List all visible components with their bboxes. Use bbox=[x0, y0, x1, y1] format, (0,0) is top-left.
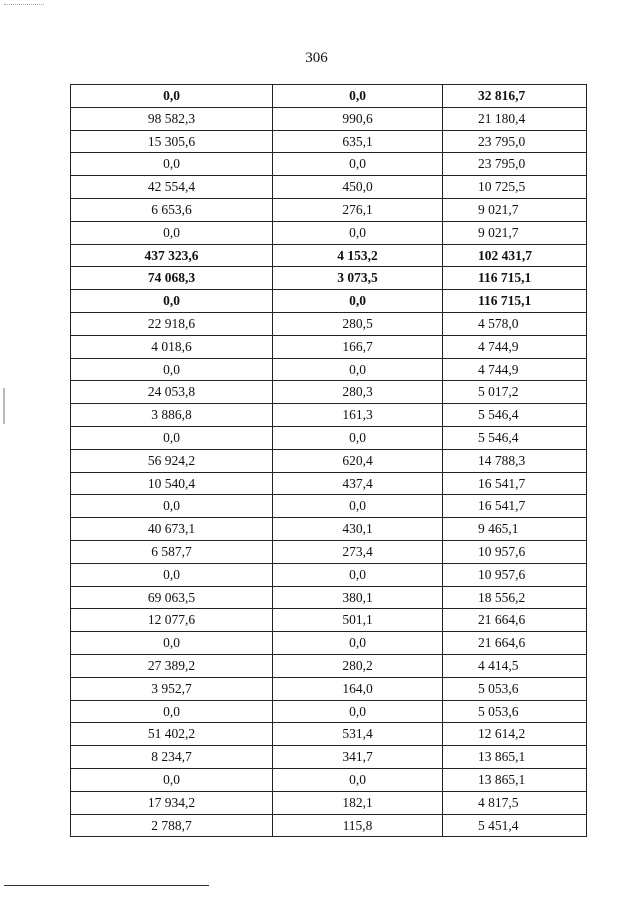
table-cell-col3: 23 795,0 bbox=[443, 153, 587, 176]
table-cell-col1: 6 653,6 bbox=[71, 198, 273, 221]
footnote-rule bbox=[4, 885, 209, 886]
table-row bbox=[71, 85, 587, 108]
table-cell-col3: 4 744,9 bbox=[443, 335, 587, 358]
table-cell-col2: 437,4 bbox=[273, 472, 443, 495]
table-cell-col2: 280,2 bbox=[273, 654, 443, 677]
table-cell-col1: 4 018,6 bbox=[71, 335, 273, 358]
table-cell-col1: 69 063,5 bbox=[71, 586, 273, 609]
table-cell-col3: 5 451,4 bbox=[443, 814, 587, 837]
table-row bbox=[71, 654, 587, 677]
table-cell-col3: 16 541,7 bbox=[443, 472, 587, 495]
table-cell-col1: 0,0 bbox=[71, 495, 273, 518]
table-cell-col3: 12 614,2 bbox=[443, 723, 587, 746]
table-cell-col1: 51 402,2 bbox=[71, 723, 273, 746]
table-cell-col3: 4 817,5 bbox=[443, 791, 587, 814]
table-cell-col2: 280,3 bbox=[273, 381, 443, 404]
table-cell-col2: 4 153,2 bbox=[273, 244, 443, 267]
table-row bbox=[71, 472, 587, 495]
table-cell-col1: 98 582,3 bbox=[71, 107, 273, 130]
table-cell-col2: 450,0 bbox=[273, 176, 443, 199]
table-cell-col1: 8 234,7 bbox=[71, 746, 273, 769]
table-cell-col3: 5 546,4 bbox=[443, 404, 587, 427]
table-row bbox=[71, 153, 587, 176]
table-cell-col1: 437 323,6 bbox=[71, 244, 273, 267]
table-cell-col3: 4 744,9 bbox=[443, 358, 587, 381]
table-cell-col2: 0,0 bbox=[273, 632, 443, 655]
table-row bbox=[71, 746, 587, 769]
table-cell-col2: 164,0 bbox=[273, 677, 443, 700]
table-row bbox=[71, 677, 587, 700]
table-cell-col1: 0,0 bbox=[71, 221, 273, 244]
table-cell-col1: 0,0 bbox=[71, 768, 273, 791]
table-cell-col3: 116 715,1 bbox=[443, 290, 587, 313]
table-cell-col3: 13 865,1 bbox=[443, 768, 587, 791]
table-cell-col2: 0,0 bbox=[273, 358, 443, 381]
table-row bbox=[71, 176, 587, 199]
table-cell-col2: 276,1 bbox=[273, 198, 443, 221]
table-row bbox=[71, 609, 587, 632]
table-row bbox=[71, 540, 587, 563]
table-cell-col2: 182,1 bbox=[273, 791, 443, 814]
table-cell-col2: 0,0 bbox=[273, 426, 443, 449]
table-cell-col2: 0,0 bbox=[273, 221, 443, 244]
table-cell-col2: 430,1 bbox=[273, 518, 443, 541]
table-row bbox=[71, 130, 587, 153]
table-cell-col3: 23 795,0 bbox=[443, 130, 587, 153]
page-number: 306 bbox=[305, 50, 328, 66]
table-cell-col1: 40 673,1 bbox=[71, 518, 273, 541]
table-row bbox=[71, 381, 587, 404]
table-cell-col3: 21 664,6 bbox=[443, 632, 587, 655]
table-cell-col1: 0,0 bbox=[71, 563, 273, 586]
table-cell-col3: 5 053,6 bbox=[443, 677, 587, 700]
table-row bbox=[71, 404, 587, 427]
table-cell-col2: 166,7 bbox=[273, 335, 443, 358]
table-cell-col3: 13 865,1 bbox=[443, 746, 587, 769]
table-cell-col1: 56 924,2 bbox=[71, 449, 273, 472]
table-cell-col1: 0,0 bbox=[71, 426, 273, 449]
table-cell-col3: 102 431,7 bbox=[443, 244, 587, 267]
table-cell-col1: 17 934,2 bbox=[71, 791, 273, 814]
table-row bbox=[71, 198, 587, 221]
table-cell-col3: 5 053,6 bbox=[443, 700, 587, 723]
table-cell-col2: 280,5 bbox=[273, 312, 443, 335]
table-cell-col3: 9 021,7 bbox=[443, 198, 587, 221]
table-row bbox=[71, 312, 587, 335]
table-cell-col2: 635,1 bbox=[273, 130, 443, 153]
table-cell-col1: 0,0 bbox=[71, 700, 273, 723]
table-row bbox=[71, 495, 587, 518]
table-cell-col2: 273,4 bbox=[273, 540, 443, 563]
table-cell-col2: 3 073,5 bbox=[273, 267, 443, 290]
table-cell-col1: 10 540,4 bbox=[71, 472, 273, 495]
table-cell-col1: 0,0 bbox=[71, 358, 273, 381]
table-cell-col3: 10 957,6 bbox=[443, 540, 587, 563]
scan-artifact-mark bbox=[4, 4, 44, 5]
table-cell-col1: 42 554,4 bbox=[71, 176, 273, 199]
table-row bbox=[71, 586, 587, 609]
table-cell-col1: 15 305,6 bbox=[71, 130, 273, 153]
table-row bbox=[71, 632, 587, 655]
table-cell-col1: 12 077,6 bbox=[71, 609, 273, 632]
table-cell-col2: 341,7 bbox=[273, 746, 443, 769]
table-cell-col3: 5 546,4 bbox=[443, 426, 587, 449]
table-cell-col1: 22 918,6 bbox=[71, 312, 273, 335]
table-row bbox=[71, 791, 587, 814]
table-cell-col2: 0,0 bbox=[273, 563, 443, 586]
table-row bbox=[71, 426, 587, 449]
table-row bbox=[71, 290, 587, 313]
table-cell-col2: 0,0 bbox=[273, 495, 443, 518]
table-cell-col3: 9 021,7 bbox=[443, 221, 587, 244]
table-cell-col3: 4 578,0 bbox=[443, 312, 587, 335]
table-cell-col1: 0,0 bbox=[71, 85, 273, 108]
table-cell-col2: 531,4 bbox=[273, 723, 443, 746]
table-cell-col2: 115,8 bbox=[273, 814, 443, 837]
table-row bbox=[71, 107, 587, 130]
table-cell-col3: 14 788,3 bbox=[443, 449, 587, 472]
table-cell-col2: 990,6 bbox=[273, 107, 443, 130]
table-cell-col2: 0,0 bbox=[273, 153, 443, 176]
table-row bbox=[71, 449, 587, 472]
table-row bbox=[71, 518, 587, 541]
table-cell-col3: 16 541,7 bbox=[443, 495, 587, 518]
table-row bbox=[71, 267, 587, 290]
table-cell-col3: 21 180,4 bbox=[443, 107, 587, 130]
table-cell-col3: 32 816,7 bbox=[443, 85, 587, 108]
table-cell-col1: 0,0 bbox=[71, 153, 273, 176]
table-cell-col1: 0,0 bbox=[71, 632, 273, 655]
table-row bbox=[71, 700, 587, 723]
table-cell-col1: 27 389,2 bbox=[71, 654, 273, 677]
table-row bbox=[71, 358, 587, 381]
table-cell-col2: 501,1 bbox=[273, 609, 443, 632]
table-cell-col2: 161,3 bbox=[273, 404, 443, 427]
table-cell-col3: 18 556,2 bbox=[443, 586, 587, 609]
table-cell-col1: 0,0 bbox=[71, 290, 273, 313]
table-row bbox=[71, 221, 587, 244]
table-row bbox=[71, 723, 587, 746]
table-cell-col2: 380,1 bbox=[273, 586, 443, 609]
table-row bbox=[71, 814, 587, 837]
table-cell-col2: 0,0 bbox=[273, 290, 443, 313]
table-cell-col2: 0,0 bbox=[273, 768, 443, 791]
table-cell-col1: 74 068,3 bbox=[71, 267, 273, 290]
table-row bbox=[71, 335, 587, 358]
table-cell-col3: 10 957,6 bbox=[443, 563, 587, 586]
table-cell-col1: 3 886,8 bbox=[71, 404, 273, 427]
table-cell-col2: 0,0 bbox=[273, 700, 443, 723]
table-cell-col1: 6 587,7 bbox=[71, 540, 273, 563]
table-cell-col1: 2 788,7 bbox=[71, 814, 273, 837]
table-row bbox=[71, 563, 587, 586]
margin-scan-mark bbox=[3, 388, 5, 424]
table-cell-col2: 0,0 bbox=[273, 85, 443, 108]
table-row bbox=[71, 768, 587, 791]
table-cell-col2: 620,4 bbox=[273, 449, 443, 472]
table-cell-col3: 116 715,1 bbox=[443, 267, 587, 290]
table-cell-col3: 10 725,5 bbox=[443, 176, 587, 199]
data-table bbox=[70, 84, 587, 837]
table-cell-col3: 21 664,6 bbox=[443, 609, 587, 632]
table-cell-col3: 4 414,5 bbox=[443, 654, 587, 677]
table-row bbox=[71, 244, 587, 267]
table-cell-col1: 3 952,7 bbox=[71, 677, 273, 700]
table-body bbox=[71, 85, 587, 837]
table-cell-col3: 9 465,1 bbox=[443, 518, 587, 541]
table-cell-col3: 5 017,2 bbox=[443, 381, 587, 404]
table-cell-col1: 24 053,8 bbox=[71, 381, 273, 404]
